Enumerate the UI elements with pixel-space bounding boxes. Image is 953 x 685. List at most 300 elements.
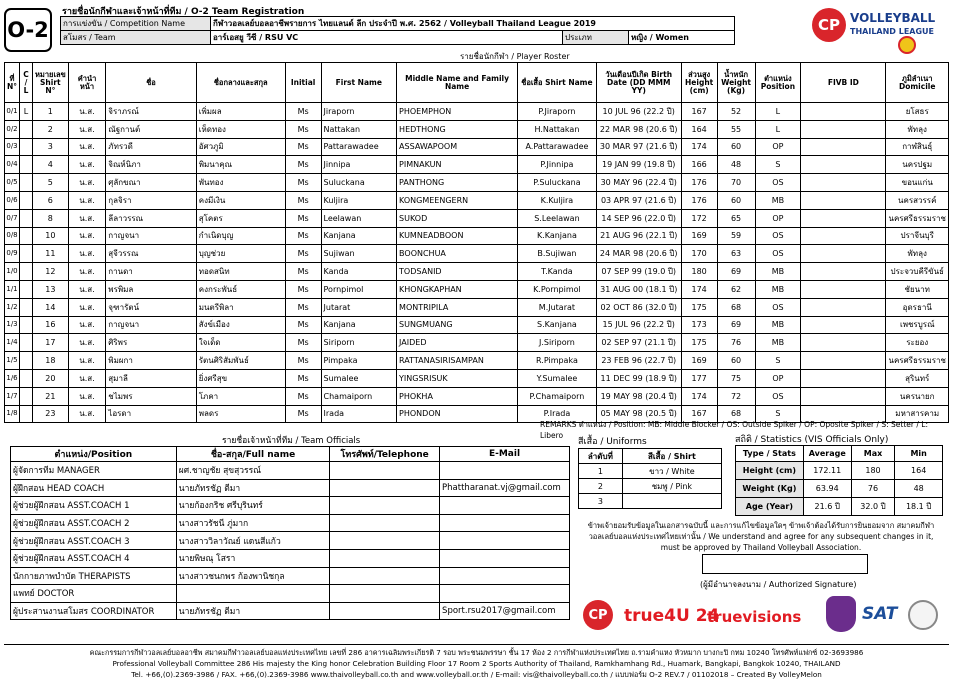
player-fivb-id [801, 156, 886, 174]
player-thai-first-name: ภัทรวดี [106, 138, 196, 156]
sponsor-seal-icon [908, 600, 938, 630]
official-position: ผู้ช่วยผู้ฝึกสอน ASST.COACH 2 [11, 514, 177, 532]
player-fivb-id [801, 227, 886, 245]
player-captain-libero [20, 369, 33, 387]
official-name: นางสาวรัชนี ภู่มาก [176, 514, 329, 532]
uniforms-col-order: ลำดับที่ [579, 449, 623, 464]
player-height: 180 [681, 263, 717, 281]
player-domicile: พัทลุง [886, 120, 949, 138]
player-height: 167 [681, 103, 717, 121]
uniform-order: 1 [579, 464, 623, 479]
player-captain-libero [20, 316, 33, 334]
official-email [440, 497, 570, 515]
table-row [11, 549, 570, 567]
official-position: ผู้ช่วยผู้ฝึกสอน ASST.COACH 1 [11, 497, 177, 515]
player-captain-libero [20, 263, 33, 281]
player-thai-first-name: ศิริพร [106, 334, 196, 352]
player-position: MB [755, 280, 801, 298]
table-row [5, 120, 949, 138]
player-height: 173 [681, 316, 717, 334]
player-thai-first-name: ไอรดา [106, 405, 196, 423]
player-domicile: นครนายก [886, 387, 949, 405]
player-fivb-id [801, 369, 886, 387]
stat-max: 76 [851, 480, 895, 498]
form-title: รายชื่อนักกีฬาและเจ้าหน้าที่ทีม / O-2 Team Registration [62, 7, 305, 17]
official-position: ผู้จัดการทีม MANAGER [11, 462, 177, 480]
table-row [5, 334, 949, 352]
player-height: 177 [681, 369, 717, 387]
player-birth-date: 05 MAY 98 (20.5 ปี) [596, 405, 681, 423]
player-domicile: ขอนแก่น [886, 174, 949, 192]
col-prefix: คำนำหน้า [68, 63, 106, 103]
player-family-name: KHONGKAPHAN [397, 280, 518, 298]
player-thai-last-name: มนตรีพิลา [196, 298, 285, 316]
player-fivb-id [801, 298, 886, 316]
uniform-order: 3 [579, 494, 623, 509]
volleyball-thailand-league-logo [850, 12, 935, 38]
player-shirt-name: R.Pimpaka [518, 352, 597, 370]
player-prefix: น.ส. [68, 156, 106, 174]
player-domicile: ประจวบคีรีขันธ์ [886, 263, 949, 281]
player-first-name: Pimpaka [321, 352, 397, 370]
player-shirt-name: S.Kanjana [518, 316, 597, 334]
player-no: 0/4 [5, 156, 20, 174]
sponsor-cp-logo [583, 600, 613, 630]
player-no: 0/8 [5, 227, 20, 245]
table-row [736, 498, 943, 516]
player-thai-first-name: ณัฐกานต์ [106, 120, 196, 138]
player-no: 1/1 [5, 280, 20, 298]
registration-header-table [60, 16, 735, 45]
player-shirt-name: A.Pattarawadee [518, 138, 597, 156]
official-position: ผู้ฝึกสอน HEAD COACH [11, 479, 177, 497]
cp-logo [812, 8, 846, 42]
player-shirt-name: P.Jiraporn [518, 103, 597, 121]
player-initial: Ms [285, 280, 321, 298]
player-fivb-id [801, 245, 886, 263]
player-domicile: ระยอง [886, 334, 949, 352]
player-initial: Ms [285, 405, 321, 423]
player-position: MB [755, 263, 801, 281]
player-no: 1/7 [5, 387, 20, 405]
stat-max: 32.0 ปี [851, 498, 895, 516]
stats-col-average: Average [803, 446, 851, 462]
footer-address-english: Professional Volleyball Committee 286 His majesty the King honor Celebration Building Floor 17 Room 2 Sports Authority of Thailand, Ramkhamhang Rd., Huamark, Bangkapi, Bangkok 10240, THAILAND [112, 659, 841, 668]
player-prefix: น.ส. [68, 316, 106, 334]
league-logo-line1: VOLLEYBALL [850, 11, 936, 25]
player-domicile: นครศรีธรรมราช [886, 209, 949, 227]
player-birth-date: 23 FEB 96 (22.7 ปี) [596, 352, 681, 370]
uniform-color [622, 494, 721, 509]
player-shirt-name: S.Leelawan [518, 209, 597, 227]
roster-title: รายชื่อนักกีฬา / Player Roster [460, 52, 570, 61]
col-no: ที่ N° [5, 63, 20, 103]
player-weight: 62 [717, 280, 755, 298]
player-domicile: อุดรธานี [886, 298, 949, 316]
player-initial: Ms [285, 156, 321, 174]
table-row [5, 298, 949, 316]
sponsor-cp-text: CP [588, 607, 608, 623]
uniforms-col-color: สีเสื้อ / Shirt [622, 449, 721, 464]
player-prefix: น.ส. [68, 103, 106, 121]
player-position: MB [755, 316, 801, 334]
col-weight: น้ำหนัก Weight (Kg) [717, 63, 755, 103]
player-prefix: น.ส. [68, 280, 106, 298]
player-fivb-id [801, 263, 886, 281]
player-shirt-no: 4 [32, 156, 68, 174]
player-position: OP [755, 209, 801, 227]
player-captain-libero [20, 352, 33, 370]
official-name: นายก้องกริช ศรีบุรินทร์ [176, 497, 329, 515]
player-initial: Ms [285, 227, 321, 245]
officials-col-name: ชื่อ-สกุล/Full name [176, 447, 329, 462]
player-height: 175 [681, 298, 717, 316]
player-first-name: Pattarawadee [321, 138, 397, 156]
player-no: 1/3 [5, 316, 20, 334]
stats-col-max: Max [851, 446, 895, 462]
col-shirt-name: ชื่อเสื้อ Shirt Name [518, 63, 597, 103]
player-domicile: ปราจีนบุรี [886, 227, 949, 245]
col-first-name: First Name [321, 63, 397, 103]
player-captain-libero [20, 227, 33, 245]
player-weight: 59 [717, 227, 755, 245]
cp-logo-text: CP [817, 16, 840, 34]
official-name [176, 585, 329, 603]
player-no: 0/7 [5, 209, 20, 227]
team-officials-table [10, 446, 570, 620]
player-position: L [755, 120, 801, 138]
player-no: 0/6 [5, 191, 20, 209]
statistics-table [735, 445, 943, 516]
player-birth-date: 03 APR 97 (21.6 ปี) [596, 191, 681, 209]
signature-field[interactable] [702, 554, 868, 574]
player-fivb-id [801, 103, 886, 121]
table-row [11, 602, 570, 620]
player-position: OS [755, 174, 801, 192]
player-thai-last-name: สังข์เมือง [196, 316, 285, 334]
stat-min: 18.1 ปี [895, 498, 943, 516]
stats-col-type: Type / Stats [736, 446, 804, 462]
player-shirt-no: 5 [32, 174, 68, 192]
player-initial: Ms [285, 263, 321, 281]
player-thai-last-name: กำเนิดบุญ [196, 227, 285, 245]
player-shirt-name: M.Jutarat [518, 298, 597, 316]
player-weight: 76 [717, 334, 755, 352]
player-domicile: นครปฐม [886, 156, 949, 174]
table-row [579, 464, 722, 479]
player-thai-first-name: จิราภรณ์ [106, 103, 196, 121]
player-shirt-no: 14 [32, 298, 68, 316]
player-birth-date: 11 DEC 99 (18.9 ปี) [596, 369, 681, 387]
table-row [5, 369, 949, 387]
player-weight: 72 [717, 387, 755, 405]
player-shirt-no: 10 [32, 227, 68, 245]
player-family-name: PHONDON [397, 405, 518, 423]
col-height: ส่วนสูง Height (cm) [681, 63, 717, 103]
player-no: 1/4 [5, 334, 20, 352]
player-prefix: น.ส. [68, 263, 106, 281]
player-birth-date: 30 MAY 96 (22.4 ปี) [596, 174, 681, 192]
player-initial: Ms [285, 387, 321, 405]
stat-average: 172.11 [803, 462, 851, 480]
table-row [11, 532, 570, 550]
stat-type: Age (Year) [736, 498, 804, 516]
player-position: L [755, 103, 801, 121]
player-no: 1/0 [5, 263, 20, 281]
player-shirt-no: 8 [32, 209, 68, 227]
table-row [5, 138, 949, 156]
player-birth-date: 22 MAR 98 (20.6 ปี) [596, 120, 681, 138]
stat-max: 180 [851, 462, 895, 480]
player-domicile: พัทลุง [886, 245, 949, 263]
player-family-name: SUKOD [397, 209, 518, 227]
player-no: 1/5 [5, 352, 20, 370]
official-position: ผู้ช่วยผู้ฝึกสอน ASST.COACH 3 [11, 532, 177, 550]
player-prefix: น.ส. [68, 191, 106, 209]
official-phone [330, 462, 440, 480]
player-thai-first-name: จิณห์นิภา [106, 156, 196, 174]
player-birth-date: 30 MAR 97 (21.6 ปี) [596, 138, 681, 156]
player-weight: 75 [717, 369, 755, 387]
official-phone [330, 497, 440, 515]
player-position: OS [755, 245, 801, 263]
player-family-name: RATTANASIRISAMPAN [397, 352, 518, 370]
stat-average: 63.94 [803, 480, 851, 498]
table-row [736, 462, 943, 480]
player-thai-last-name: โภคา [196, 387, 285, 405]
player-height: 174 [681, 387, 717, 405]
player-fivb-id [801, 174, 886, 192]
player-captain-libero [20, 298, 33, 316]
player-first-name: Jinnipa [321, 156, 397, 174]
player-position: OS [755, 227, 801, 245]
official-phone [330, 567, 440, 585]
player-fivb-id [801, 334, 886, 352]
player-fivb-id [801, 191, 886, 209]
official-position: แพทย์ DOCTOR [11, 585, 177, 603]
stat-average: 21.6 ปี [803, 498, 851, 516]
official-email: Phattharanat.vj@gmail.com [440, 479, 570, 497]
table-row [5, 103, 949, 121]
official-name: นางสาวชนกพร ก้องพานิชกุล [176, 567, 329, 585]
player-initial: Ms [285, 334, 321, 352]
team-label: สโมสร / Team [61, 31, 211, 45]
official-email [440, 514, 570, 532]
player-thai-last-name: ยิ่งศรีสุข [196, 369, 285, 387]
player-shirt-name: Y.Sumalee [518, 369, 597, 387]
uniform-order: 2 [579, 479, 623, 494]
sponsor-truevisions-logo: truevisions [707, 608, 802, 626]
player-first-name: Siriporn [321, 334, 397, 352]
player-no: 0/1 [5, 103, 20, 121]
footer-contact: Tel. +66,(0).2369-3986 / FAX. +66,(0).2369-3986 www.thaivolleyball.co.th and www.volleyball.or.th / E-mail: vis@thaivolleyball.co.th / แบบฟอร์ม O-2 REV.7 / 01102018 – Created By VolleyMelon [131, 670, 822, 679]
table-row [579, 479, 722, 494]
player-thai-last-name: สุโคตร [196, 209, 285, 227]
player-initial: Ms [285, 138, 321, 156]
player-first-name: Jiraporn [321, 103, 397, 121]
team-value: อาร์เอสยู วีซี / RSU VC [211, 31, 563, 45]
player-captain-libero [20, 174, 33, 192]
player-first-name: Kanjana [321, 227, 397, 245]
player-no: 1/8 [5, 405, 20, 423]
col-captain-libero: C / L [20, 63, 33, 103]
player-height: 175 [681, 334, 717, 352]
player-shirt-no: 17 [32, 334, 68, 352]
player-position: S [755, 352, 801, 370]
player-fivb-id [801, 120, 886, 138]
table-row [5, 245, 949, 263]
player-thai-first-name: ศุลักขณา [106, 174, 196, 192]
table-row [736, 480, 943, 498]
sponsor-true4u-logo: true4U 24 [624, 606, 720, 626]
player-captain-libero: L [20, 103, 33, 121]
player-thai-first-name: กานดา [106, 263, 196, 281]
player-thai-last-name: เพิ่มผล [196, 103, 285, 121]
player-no: 0/5 [5, 174, 20, 192]
player-prefix: น.ส. [68, 138, 106, 156]
official-phone [330, 514, 440, 532]
player-position: OP [755, 369, 801, 387]
player-shirt-name: P.Suluckana [518, 174, 597, 192]
player-first-name: Pornpimol [321, 280, 397, 298]
player-initial: Ms [285, 352, 321, 370]
player-shirt-no: 18 [32, 352, 68, 370]
player-prefix: น.ส. [68, 405, 106, 423]
player-first-name: Chamaiporn [321, 387, 397, 405]
player-captain-libero [20, 209, 33, 227]
player-height: 169 [681, 352, 717, 370]
uniform-color: ขาว / White [622, 464, 721, 479]
player-family-name: HEDTHONG [397, 120, 518, 138]
player-prefix: น.ส. [68, 352, 106, 370]
player-family-name: BOONCHUA [397, 245, 518, 263]
officials-title: รายชื่อเจ้าหน้าที่ทีม / Team Officials [222, 436, 361, 446]
player-position: MB [755, 334, 801, 352]
player-birth-date: 02 OCT 86 (32.0 ปี) [596, 298, 681, 316]
col-domicile: ภูมิลำเนา Domicile [886, 63, 949, 103]
official-email [440, 462, 570, 480]
player-thai-last-name: อัศวภูมิ [196, 138, 285, 156]
player-family-name: JAIDED [397, 334, 518, 352]
player-family-name: PIMNAKUN [397, 156, 518, 174]
official-phone [330, 479, 440, 497]
player-thai-first-name: กาญจนา [106, 227, 196, 245]
form-code: O-2 [7, 18, 49, 42]
player-weight: 60 [717, 352, 755, 370]
player-thai-first-name: ชไมพร [106, 387, 196, 405]
player-position: OP [755, 138, 801, 156]
official-phone [330, 549, 440, 567]
player-fivb-id [801, 209, 886, 227]
player-domicile: ชัยนาท [886, 280, 949, 298]
player-birth-date: 02 SEP 97 (21.1 ปี) [596, 334, 681, 352]
player-position: S [755, 156, 801, 174]
player-family-name: YINGSRISUK [397, 369, 518, 387]
form-code-box [4, 8, 52, 52]
player-domicile: มหาสารคาม [886, 405, 949, 423]
player-fivb-id [801, 138, 886, 156]
player-first-name: Nattakan [321, 120, 397, 138]
table-row [5, 191, 949, 209]
official-name: ผศ.ชาญชัย สุขสุวรรณ์ [176, 462, 329, 480]
player-prefix: น.ส. [68, 387, 106, 405]
player-thai-first-name: กุลจิรา [106, 191, 196, 209]
stat-type: Weight (Kg) [736, 480, 804, 498]
table-row [11, 462, 570, 480]
player-no: 0/2 [5, 120, 20, 138]
official-phone [330, 532, 440, 550]
player-thai-first-name: สุจีวรรณ [106, 245, 196, 263]
table-row [11, 585, 570, 603]
player-shirt-no: 13 [32, 280, 68, 298]
player-shirt-no: 21 [32, 387, 68, 405]
player-position: MB [755, 191, 801, 209]
player-shirt-no: 1 [32, 103, 68, 121]
stat-type: Height (cm) [736, 462, 804, 480]
sponsor-nsdf-emblem-icon [826, 596, 856, 632]
player-height: 166 [681, 156, 717, 174]
player-thai-last-name: พลดร [196, 405, 285, 423]
col-shirt-no: หมายเลข Shirt N° [32, 63, 68, 103]
player-height: 170 [681, 245, 717, 263]
table-row [11, 479, 570, 497]
competition-value: กีฬาวอลเลย์บอลอาชีพรายการ ไทยแลนด์ ลีก ประจำปี พ.ศ. 2562 / Volleyball Thailand League 2019 [211, 17, 735, 31]
player-height: 174 [681, 280, 717, 298]
player-prefix: น.ส. [68, 174, 106, 192]
player-weight: 63 [717, 245, 755, 263]
player-family-name: TODSANID [397, 263, 518, 281]
player-shirt-no: 6 [32, 191, 68, 209]
player-first-name: Jutarat [321, 298, 397, 316]
table-row [5, 387, 949, 405]
player-domicile: สุรินทร์ [886, 369, 949, 387]
player-first-name: Sumalee [321, 369, 397, 387]
player-first-name: Irada [321, 405, 397, 423]
player-weight: 69 [717, 263, 755, 281]
player-thai-last-name: ทอดสนิท [196, 263, 285, 281]
player-thai-first-name: พรพิมล [106, 280, 196, 298]
player-family-name: PHOEMPHON [397, 103, 518, 121]
player-family-name: SUNGMUANG [397, 316, 518, 334]
player-shirt-no: 23 [32, 405, 68, 423]
table-row [5, 156, 949, 174]
player-shirt-no: 12 [32, 263, 68, 281]
footer-address-thai: คณะกรรมการกีฬาวอลเลย์บอลอาชีพ สมาคมกีฬาวอลเลย์บอลแห่งประเทศไทย เลขที่ 286 อาคารเฉลิมพระเกียรติ 7 รอบ พระชนมพรรษา ชั้น 17 ห้อง 2 การกีฬาแห่งประเทศไทย ถ.รามคำแหง หัวหมาก บางกะปิ กทม 10240 โทรศัพท์แฟกซ์ 02-3693986 [89, 648, 864, 657]
player-shirt-name: P.Irada [518, 405, 597, 423]
player-captain-libero [20, 387, 33, 405]
player-birth-date: 10 JUL 96 (22.2 ปี) [596, 103, 681, 121]
officials-col-email: E-Mail [440, 447, 570, 462]
player-captain-libero [20, 280, 33, 298]
official-email [440, 532, 570, 550]
volleyball-icon [898, 36, 916, 54]
uniforms-table [578, 448, 722, 509]
player-captain-libero [20, 120, 33, 138]
player-thai-last-name: คงมีเงิน [196, 191, 285, 209]
player-birth-date: 24 MAR 98 (20.6 ปี) [596, 245, 681, 263]
player-height: 174 [681, 138, 717, 156]
col-fivb-id: FIVB ID [801, 63, 886, 103]
stat-min: 48 [895, 480, 943, 498]
competition-label: การแข่งขัน / Competition Name [61, 17, 211, 31]
player-shirt-name: P.Jinnipa [518, 156, 597, 174]
player-weight: 60 [717, 138, 755, 156]
col-thai-last-name: ชื่อกลางและสกุล [196, 63, 285, 103]
player-height: 169 [681, 227, 717, 245]
footer-divider [4, 644, 949, 645]
player-height: 176 [681, 174, 717, 192]
player-domicile: เพชรบูรณ์ [886, 316, 949, 334]
